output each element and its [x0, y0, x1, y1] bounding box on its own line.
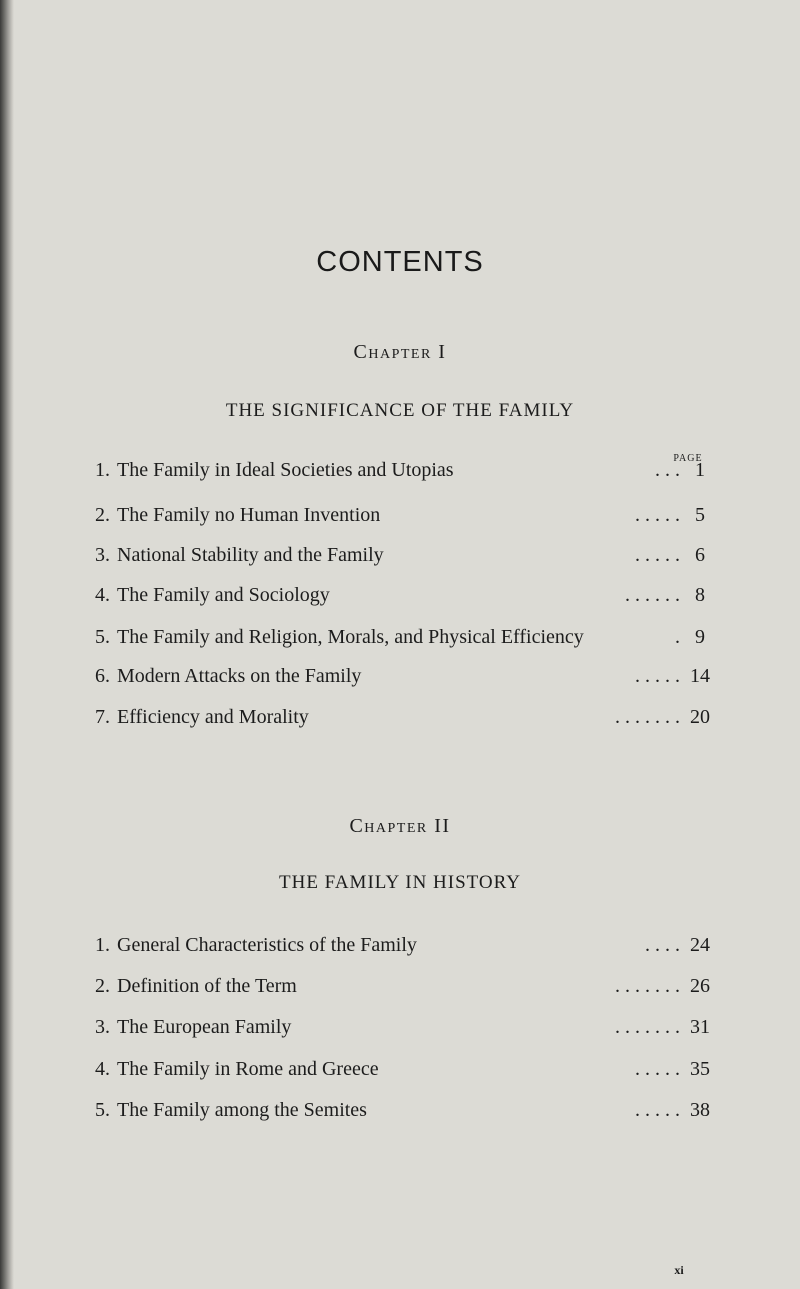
chapter-2-label: Chapter II [349, 815, 451, 837]
toc-entry-number: 6. [95, 665, 110, 687]
toc-entry[interactable] [95, 1095, 720, 1125]
toc-entry-title: National Stability and the Family [117, 544, 384, 566]
toc-entry-page: 35 [690, 1058, 710, 1080]
toc-entry-leader: . . . . . [635, 1099, 680, 1121]
toc-entry[interactable] [95, 971, 720, 1001]
toc-entry[interactable] [95, 930, 720, 960]
toc-entry-page: 5 [695, 504, 705, 526]
toc-entry-number: 5. [95, 1099, 110, 1121]
toc-entry-number: 4. [95, 584, 110, 606]
toc-entry-title: The Family and Sociology [117, 584, 330, 606]
toc-entry-page: 26 [690, 975, 710, 997]
toc-entry-page: 1 [695, 459, 705, 481]
toc-entry-page: 38 [690, 1099, 710, 1121]
toc-entry-page: 8 [695, 584, 705, 606]
toc-entry-leader: . . . . . [635, 665, 680, 687]
toc-entry-title: The Family no Human Invention [117, 504, 381, 526]
toc-entry-number: 4. [95, 1058, 110, 1080]
toc-entry-number: 3. [95, 544, 110, 566]
toc-entry-number: 5. [95, 626, 110, 648]
toc-entry-leader: . . . [655, 459, 680, 481]
toc-entry-page: 14 [690, 665, 710, 687]
toc-entry-title: Definition of the Term [117, 975, 297, 997]
toc-entry-page: 24 [690, 934, 710, 956]
chapter-1-heading: THE SIGNIFICANCE OF THE FAMILY [225, 400, 575, 421]
toc-entry-title: The Family in Ideal Societies and Utopias [117, 459, 454, 481]
toc-entry-number: 3. [95, 1016, 110, 1038]
chapter-1-label: Chapter I [353, 341, 447, 363]
toc-entry-leader: . . . . . [635, 1058, 680, 1080]
toc-entry[interactable] [95, 540, 720, 570]
toc-entry-title: The Family and Religion, Morals, and Physical Efficiency [117, 626, 584, 648]
toc-entry-number: 1. [95, 459, 110, 481]
toc-entry[interactable] [95, 661, 720, 691]
toc-entry-page: 31 [690, 1016, 710, 1038]
toc-entry-number: 2. [95, 504, 110, 526]
toc-entry-leader: . . . . . . [625, 584, 680, 606]
toc-entry-page: 6 [695, 544, 705, 566]
toc-entry-title: The Family in Rome and Greece [117, 1058, 379, 1080]
toc-entry-title: Modern Attacks on the Family [117, 665, 362, 687]
toc-entry-leader: . . . . . . . [615, 975, 680, 997]
page-folio: xi [674, 1263, 684, 1277]
toc-entry-leader: . . . . . . . [615, 1016, 680, 1038]
toc-entry-leader: . . . . . [635, 544, 680, 566]
toc-entry[interactable] [95, 622, 720, 652]
toc-entry-number: 7. [95, 706, 110, 728]
toc-entry-leader: . . . . . [635, 504, 680, 526]
toc-entry[interactable] [95, 500, 720, 530]
page-column-label: PAGE [673, 453, 703, 464]
toc-entry[interactable] [95, 580, 720, 610]
toc-entry-number: 1. [95, 934, 110, 956]
toc-entry[interactable] [95, 1054, 720, 1084]
page-title: CONTENTS [316, 246, 484, 278]
toc-entry-leader: . [675, 626, 680, 648]
toc-entry-number: 2. [95, 975, 110, 997]
toc-entry-page: 9 [695, 626, 705, 648]
toc-entry-leader: . . . . . . . [615, 706, 680, 728]
toc-entry-title: Efficiency and Morality [117, 706, 309, 728]
toc-entry-page: 20 [690, 706, 710, 728]
toc-entry[interactable] [95, 1012, 720, 1042]
chapter-2-heading: THE FAMILY IN HISTORY [279, 872, 521, 893]
toc-entry-title: The European Family [117, 1016, 292, 1038]
toc-entry[interactable] [95, 702, 720, 732]
toc-entry-title: The Family among the Semites [117, 1099, 367, 1121]
toc-entry[interactable] [95, 455, 720, 485]
toc-entry-leader: . . . . [645, 934, 680, 956]
toc-entry-title: General Characteristics of the Family [117, 934, 417, 956]
